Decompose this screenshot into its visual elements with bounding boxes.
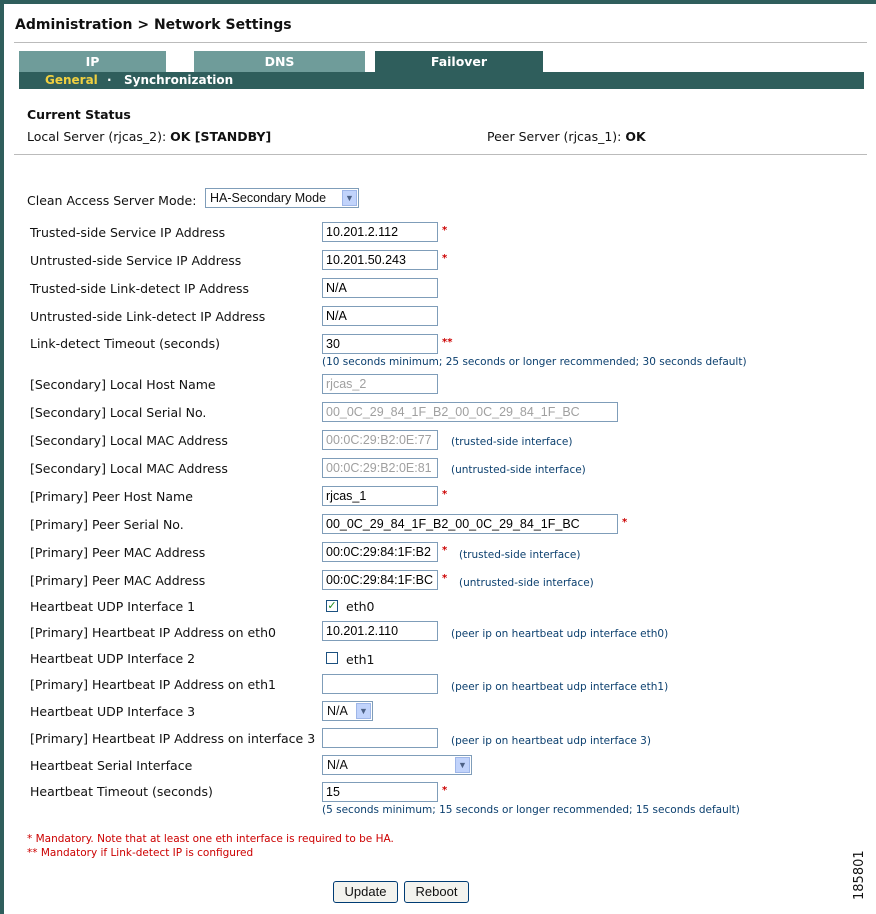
trusted-service-ip-label: Trusted-side Service IP Address	[30, 225, 226, 240]
local-server-label: Local Server (rjcas_2):	[27, 129, 171, 144]
subtab-synchronization[interactable]: Synchronization	[124, 73, 234, 87]
peer-serial-input[interactable]: 00_0C_29_84_1F_B2_00_0C_29_84_1F_BC	[322, 514, 618, 534]
link-timeout-label: Link-detect Timeout (seconds)	[30, 336, 220, 351]
link-detect-note: ** Mandatory if Link-detect IP is configured	[27, 847, 254, 859]
local-mac-untrusted-label: [Secondary] Local MAC Address	[30, 461, 228, 476]
local-serial-input: 00_0C_29_84_1F_B2_00_0C_29_84_1F_BC	[322, 402, 618, 422]
link-timeout-input[interactable]: 30	[322, 334, 438, 354]
local-mac-trusted-hint: (trusted-side interface)	[451, 436, 573, 448]
local-mac-untrusted-input: 00:0C:29:B2:0E:81	[322, 458, 438, 478]
hb-ip-eth0-label: [Primary] Heartbeat IP Address on eth0	[30, 625, 276, 640]
untrusted-link-ip-input[interactable]: N/A	[322, 306, 438, 326]
top-border	[0, 0, 876, 4]
hb-interface-1-option: eth0	[346, 599, 375, 614]
peer-mac-trusted-label: [Primary] Peer MAC Address	[30, 545, 206, 560]
peer-host-input[interactable]: rjcas_1	[322, 486, 438, 506]
hb-ip-if3-hint: (peer ip on heartbeat udp interface 3)	[451, 735, 651, 747]
peer-mac-trusted-hint: (trusted-side interface)	[459, 549, 581, 561]
tab-bar	[19, 51, 864, 73]
required-mark: *	[442, 785, 448, 796]
peer-mac-trusted-input[interactable]: 00:0C:29:84:1F:B2	[322, 542, 438, 562]
hb-interface-1-checkbox[interactable]	[326, 600, 338, 612]
trusted-link-ip-label: Trusted-side Link-detect IP Address	[30, 281, 250, 296]
untrusted-link-ip-label: Untrusted-side Link-detect IP Address	[30, 309, 266, 324]
peer-mac-untrusted-input[interactable]: 00:0C:29:84:1F:BC	[322, 570, 438, 590]
trusted-service-ip-input[interactable]: 10.201.2.112	[322, 222, 438, 242]
hb-timeout-hint: (5 seconds minimum; 15 seconds or longer recommended; 15 seconds default)	[322, 804, 740, 816]
local-serial-label: [Secondary] Local Serial No.	[30, 405, 207, 420]
local-mac-trusted-input: 00:0C:29:B2:0E:77	[322, 430, 438, 450]
check-icon: ✓	[327, 599, 337, 612]
hb-interface-2-label: Heartbeat UDP Interface 2	[30, 651, 196, 666]
hb-ip-eth1-input[interactable]	[322, 674, 438, 694]
hb-interface-3-value: N/A	[327, 704, 348, 718]
peer-serial-label: [Primary] Peer Serial No.	[30, 517, 184, 532]
subnav-separator: ·	[107, 73, 112, 87]
untrusted-service-ip-label: Untrusted-side Service IP Address	[30, 253, 242, 268]
hb-ip-eth0-input[interactable]: 10.201.2.110	[322, 621, 438, 641]
chevron-down-icon: ▼	[356, 703, 371, 719]
required-mark: *	[442, 573, 448, 584]
hb-ip-eth0-hint: (peer ip on heartbeat udp interface eth0)	[451, 628, 669, 640]
divider	[14, 154, 867, 155]
tab-ip[interactable]: IP	[19, 51, 166, 73]
tab-dns[interactable]: DNS	[194, 51, 365, 73]
hb-interface-2-option: eth1	[346, 652, 375, 667]
local-mac-untrusted-hint: (untrusted-side interface)	[451, 464, 586, 476]
hb-serial-value: N/A	[327, 758, 348, 772]
hb-interface-3-label: Heartbeat UDP Interface 3	[30, 704, 196, 719]
peer-mac-untrusted-hint: (untrusted-side interface)	[459, 577, 594, 589]
peer-server-status	[487, 129, 646, 144]
link-timeout-hint: (10 seconds minimum; 25 seconds or longer recommended; 30 seconds default)	[322, 356, 747, 368]
hb-interface-3-select[interactable]	[322, 701, 373, 721]
hb-timeout-label: Heartbeat Timeout (seconds)	[30, 784, 213, 799]
update-button[interactable]: Update	[333, 881, 398, 903]
required-mark: *	[442, 225, 448, 236]
local-host-label: [Secondary] Local Host Name	[30, 377, 216, 392]
figure-id: 185801	[852, 850, 867, 900]
mode-select-value: HA-Secondary Mode	[210, 191, 327, 205]
hb-serial-select[interactable]	[322, 755, 472, 775]
local-server-value: OK [STANDBY]	[170, 129, 272, 144]
local-mac-trusted-label: [Secondary] Local MAC Address	[30, 433, 228, 448]
left-border	[0, 0, 4, 914]
conditional-required-mark: **	[442, 337, 453, 348]
hb-serial-label: Heartbeat Serial Interface	[30, 758, 193, 773]
trusted-link-ip-input[interactable]: N/A	[322, 278, 438, 298]
peer-server-label: Peer Server (rjcas_1):	[487, 129, 626, 144]
hb-timeout-input[interactable]: 15	[322, 782, 438, 802]
breadcrumb: Administration > Network Settings	[15, 17, 292, 33]
local-server-status	[27, 129, 271, 144]
tab-failover[interactable]: Failover	[375, 51, 543, 73]
peer-mac-untrusted-label: [Primary] Peer MAC Address	[30, 573, 206, 588]
mandatory-note: * Mandatory. Note that at least one eth interface is required to be HA.	[27, 833, 394, 845]
mode-select[interactable]	[205, 188, 359, 208]
hb-ip-eth1-label: [Primary] Heartbeat IP Address on eth1	[30, 677, 276, 692]
required-mark: *	[442, 253, 448, 264]
untrusted-service-ip-input[interactable]: 10.201.50.243	[322, 250, 438, 270]
chevron-down-icon: ▼	[455, 757, 470, 773]
hb-ip-if3-label: [Primary] Heartbeat IP Address on interface 3	[30, 731, 316, 746]
hb-interface-1-label: Heartbeat UDP Interface 1	[30, 599, 196, 614]
reboot-button[interactable]: Reboot	[404, 881, 469, 903]
subtab-general[interactable]: General	[45, 73, 98, 87]
hb-ip-if3-input[interactable]	[322, 728, 438, 748]
hb-ip-eth1-hint: (peer ip on heartbeat udp interface eth1)	[451, 681, 669, 693]
required-mark: *	[442, 545, 448, 556]
divider	[14, 42, 867, 43]
hb-interface-2-checkbox[interactable]	[326, 652, 338, 664]
peer-server-value: OK	[625, 129, 646, 144]
peer-host-label: [Primary] Peer Host Name	[30, 489, 193, 504]
required-mark: *	[622, 517, 628, 528]
required-mark: *	[442, 489, 448, 500]
chevron-down-icon: ▼	[342, 190, 357, 206]
subnav-bar	[19, 72, 864, 89]
mode-label: Clean Access Server Mode:	[27, 193, 197, 208]
local-host-input: rjcas_2	[322, 374, 438, 394]
current-status-title: Current Status	[27, 107, 131, 122]
